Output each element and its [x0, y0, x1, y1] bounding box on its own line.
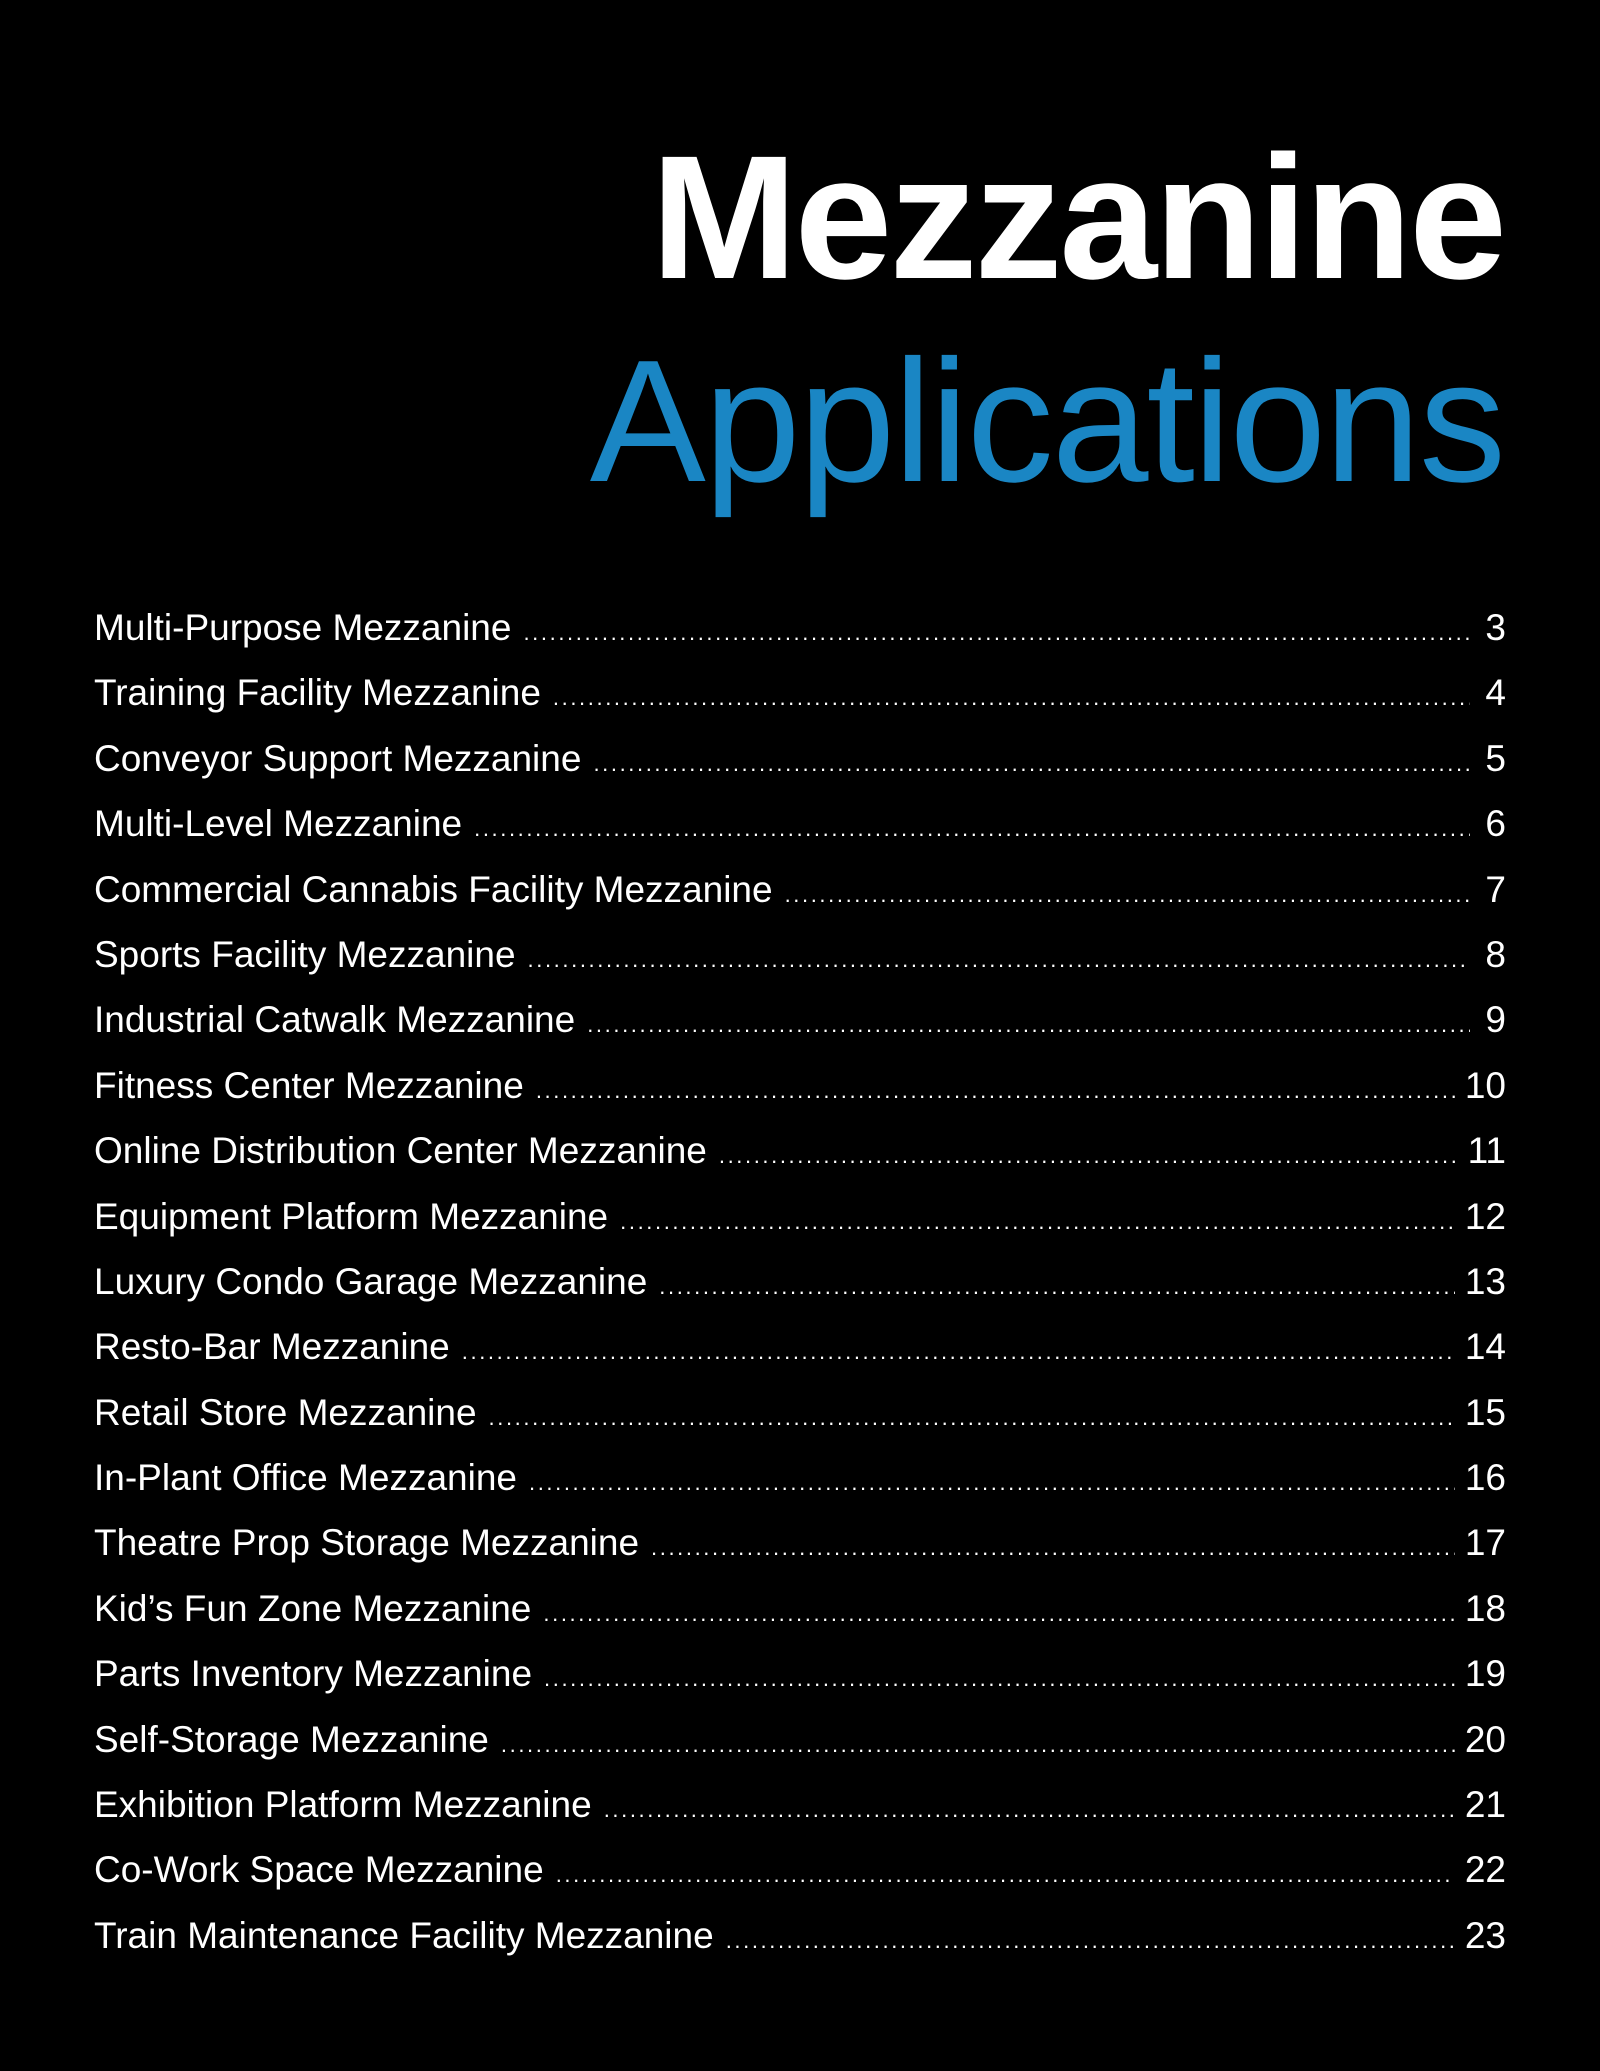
toc-entry-label: In-Plant Office Mezzanine [94, 1457, 517, 1499]
toc-entry[interactable] [94, 1719, 1506, 1784]
dot-leader [726, 1930, 1455, 1952]
toc-entry[interactable] [94, 1915, 1506, 1980]
toc-entry-page-number: 7 [1485, 868, 1506, 910]
toc-entry-page-number: 11 [1467, 1130, 1506, 1172]
dot-leader [544, 1668, 1455, 1690]
dot-leader [543, 1603, 1454, 1625]
dot-leader [587, 1014, 1470, 1036]
toc-entry-page-number: 15 [1464, 1391, 1506, 1433]
toc-entry-page-number: 6 [1485, 803, 1506, 845]
toc-entry[interactable] [94, 738, 1506, 803]
toc-entry-label: Industrial Catwalk Mezzanine [94, 999, 576, 1041]
toc-entry-label: Multi-Purpose Mezzanine [94, 607, 512, 648]
toc-entry[interactable] [94, 1653, 1506, 1718]
toc-entry[interactable] [94, 1392, 1506, 1457]
toc-entry-label: Retail Store Mezzanine [94, 1391, 477, 1433]
toc-entry-label: Conveyor Support Mezzanine [94, 737, 582, 779]
toc-entry-page-number: 18 [1464, 1587, 1506, 1629]
toc-entry-label: Luxury Condo Garage Mezzanine [94, 1260, 648, 1302]
toc-entry-page-number: 21 [1464, 1784, 1506, 1826]
dot-leader [604, 1799, 1455, 1821]
toc-entry[interactable] [94, 1326, 1506, 1391]
dot-leader [659, 1276, 1455, 1298]
table-of-contents [94, 607, 1506, 1980]
toc-entry-page-number: 13 [1464, 1260, 1506, 1302]
toc-entry-label: Online Distribution Center Mezzanine [94, 1130, 707, 1172]
toc-entry-page-number: 22 [1464, 1849, 1506, 1891]
toc-entry-page-number: 20 [1464, 1718, 1506, 1760]
dot-leader [528, 949, 1470, 971]
toc-entry-page-number: 4 [1485, 672, 1506, 714]
dot-leader [651, 1537, 1455, 1559]
toc-entry[interactable] [94, 1065, 1506, 1130]
toc-entry-label: Parts Inventory Mezzanine [94, 1653, 533, 1695]
toc-entry[interactable] [94, 1588, 1506, 1653]
dot-leader [529, 1472, 1455, 1494]
toc-entry-page-number: 16 [1464, 1457, 1506, 1499]
toc-entry-page-number: 19 [1464, 1653, 1506, 1695]
toc-entry-page-number: 10 [1464, 1064, 1506, 1106]
toc-entry-label: Co-Work Space Mezzanine [94, 1849, 544, 1891]
toc-entry-label: Equipment Platform Mezzanine [94, 1195, 609, 1237]
title-line-1: Mezzanine [650, 120, 1504, 316]
dot-leader [553, 687, 1470, 709]
toc-entry[interactable] [94, 803, 1506, 868]
toc-entry-label: Self-Storage Mezzanine [94, 1718, 489, 1760]
toc-entry-label: Kid’s Fun Zone Mezzanine [94, 1587, 532, 1629]
toc-entry[interactable] [94, 607, 1506, 672]
dot-leader [620, 1211, 1455, 1233]
toc-entry-page-number: 23 [1464, 1914, 1506, 1956]
toc-entry-label: Exhibition Platform Mezzanine [94, 1784, 592, 1826]
toc-entry[interactable] [94, 869, 1506, 934]
toc-entry[interactable] [94, 1784, 1506, 1849]
toc-entry[interactable] [94, 672, 1506, 737]
toc-entry[interactable] [94, 1457, 1506, 1522]
toc-entry-page-number: 14 [1464, 1326, 1506, 1368]
toc-entry-label: Train Maintenance Facility Mezzanine [94, 1914, 714, 1956]
dot-leader [474, 818, 1470, 840]
title-block [589, 120, 1504, 518]
toc-entry-label: Resto-Bar Mezzanine [94, 1326, 450, 1368]
toc-entry[interactable] [94, 999, 1506, 1064]
toc-entry-label: Training Facility Mezzanine [94, 672, 541, 714]
toc-entry-label: Sports Facility Mezzanine [94, 933, 516, 975]
toc-entry[interactable] [94, 1130, 1506, 1195]
toc-entry-label: Multi-Level Mezzanine [94, 803, 463, 845]
toc-entry-label: Theatre Prop Storage Mezzanine [94, 1522, 640, 1564]
toc-entry-label: Commercial Cannabis Facility Mezzanine [94, 868, 773, 910]
toc-entry-label: Fitness Center Mezzanine [94, 1064, 524, 1106]
toc-entry-page-number: 12 [1464, 1195, 1506, 1237]
dot-leader [462, 1341, 1455, 1363]
dot-leader [785, 884, 1470, 906]
toc-entry[interactable] [94, 1196, 1506, 1261]
dot-leader [501, 1734, 1455, 1756]
toc-entry[interactable] [94, 1522, 1506, 1587]
title-line-2: Applications [589, 323, 1504, 518]
toc-entry-page-number: 5 [1485, 737, 1506, 779]
dot-leader [536, 1080, 1455, 1102]
toc-entry[interactable] [94, 1261, 1506, 1326]
toc-entry[interactable] [94, 934, 1506, 999]
toc-entry-page-number: 17 [1464, 1522, 1506, 1564]
toc-entry-page-number: 3 [1485, 607, 1506, 648]
toc-entry-page-number: 8 [1485, 933, 1506, 975]
toc-entry-page-number: 9 [1485, 999, 1506, 1041]
dot-leader [593, 753, 1470, 775]
toc-entry[interactable] [94, 1849, 1506, 1914]
dot-leader [719, 1145, 1458, 1167]
dot-leader [489, 1407, 1455, 1429]
dot-leader [523, 622, 1470, 644]
dot-leader [556, 1864, 1455, 1886]
